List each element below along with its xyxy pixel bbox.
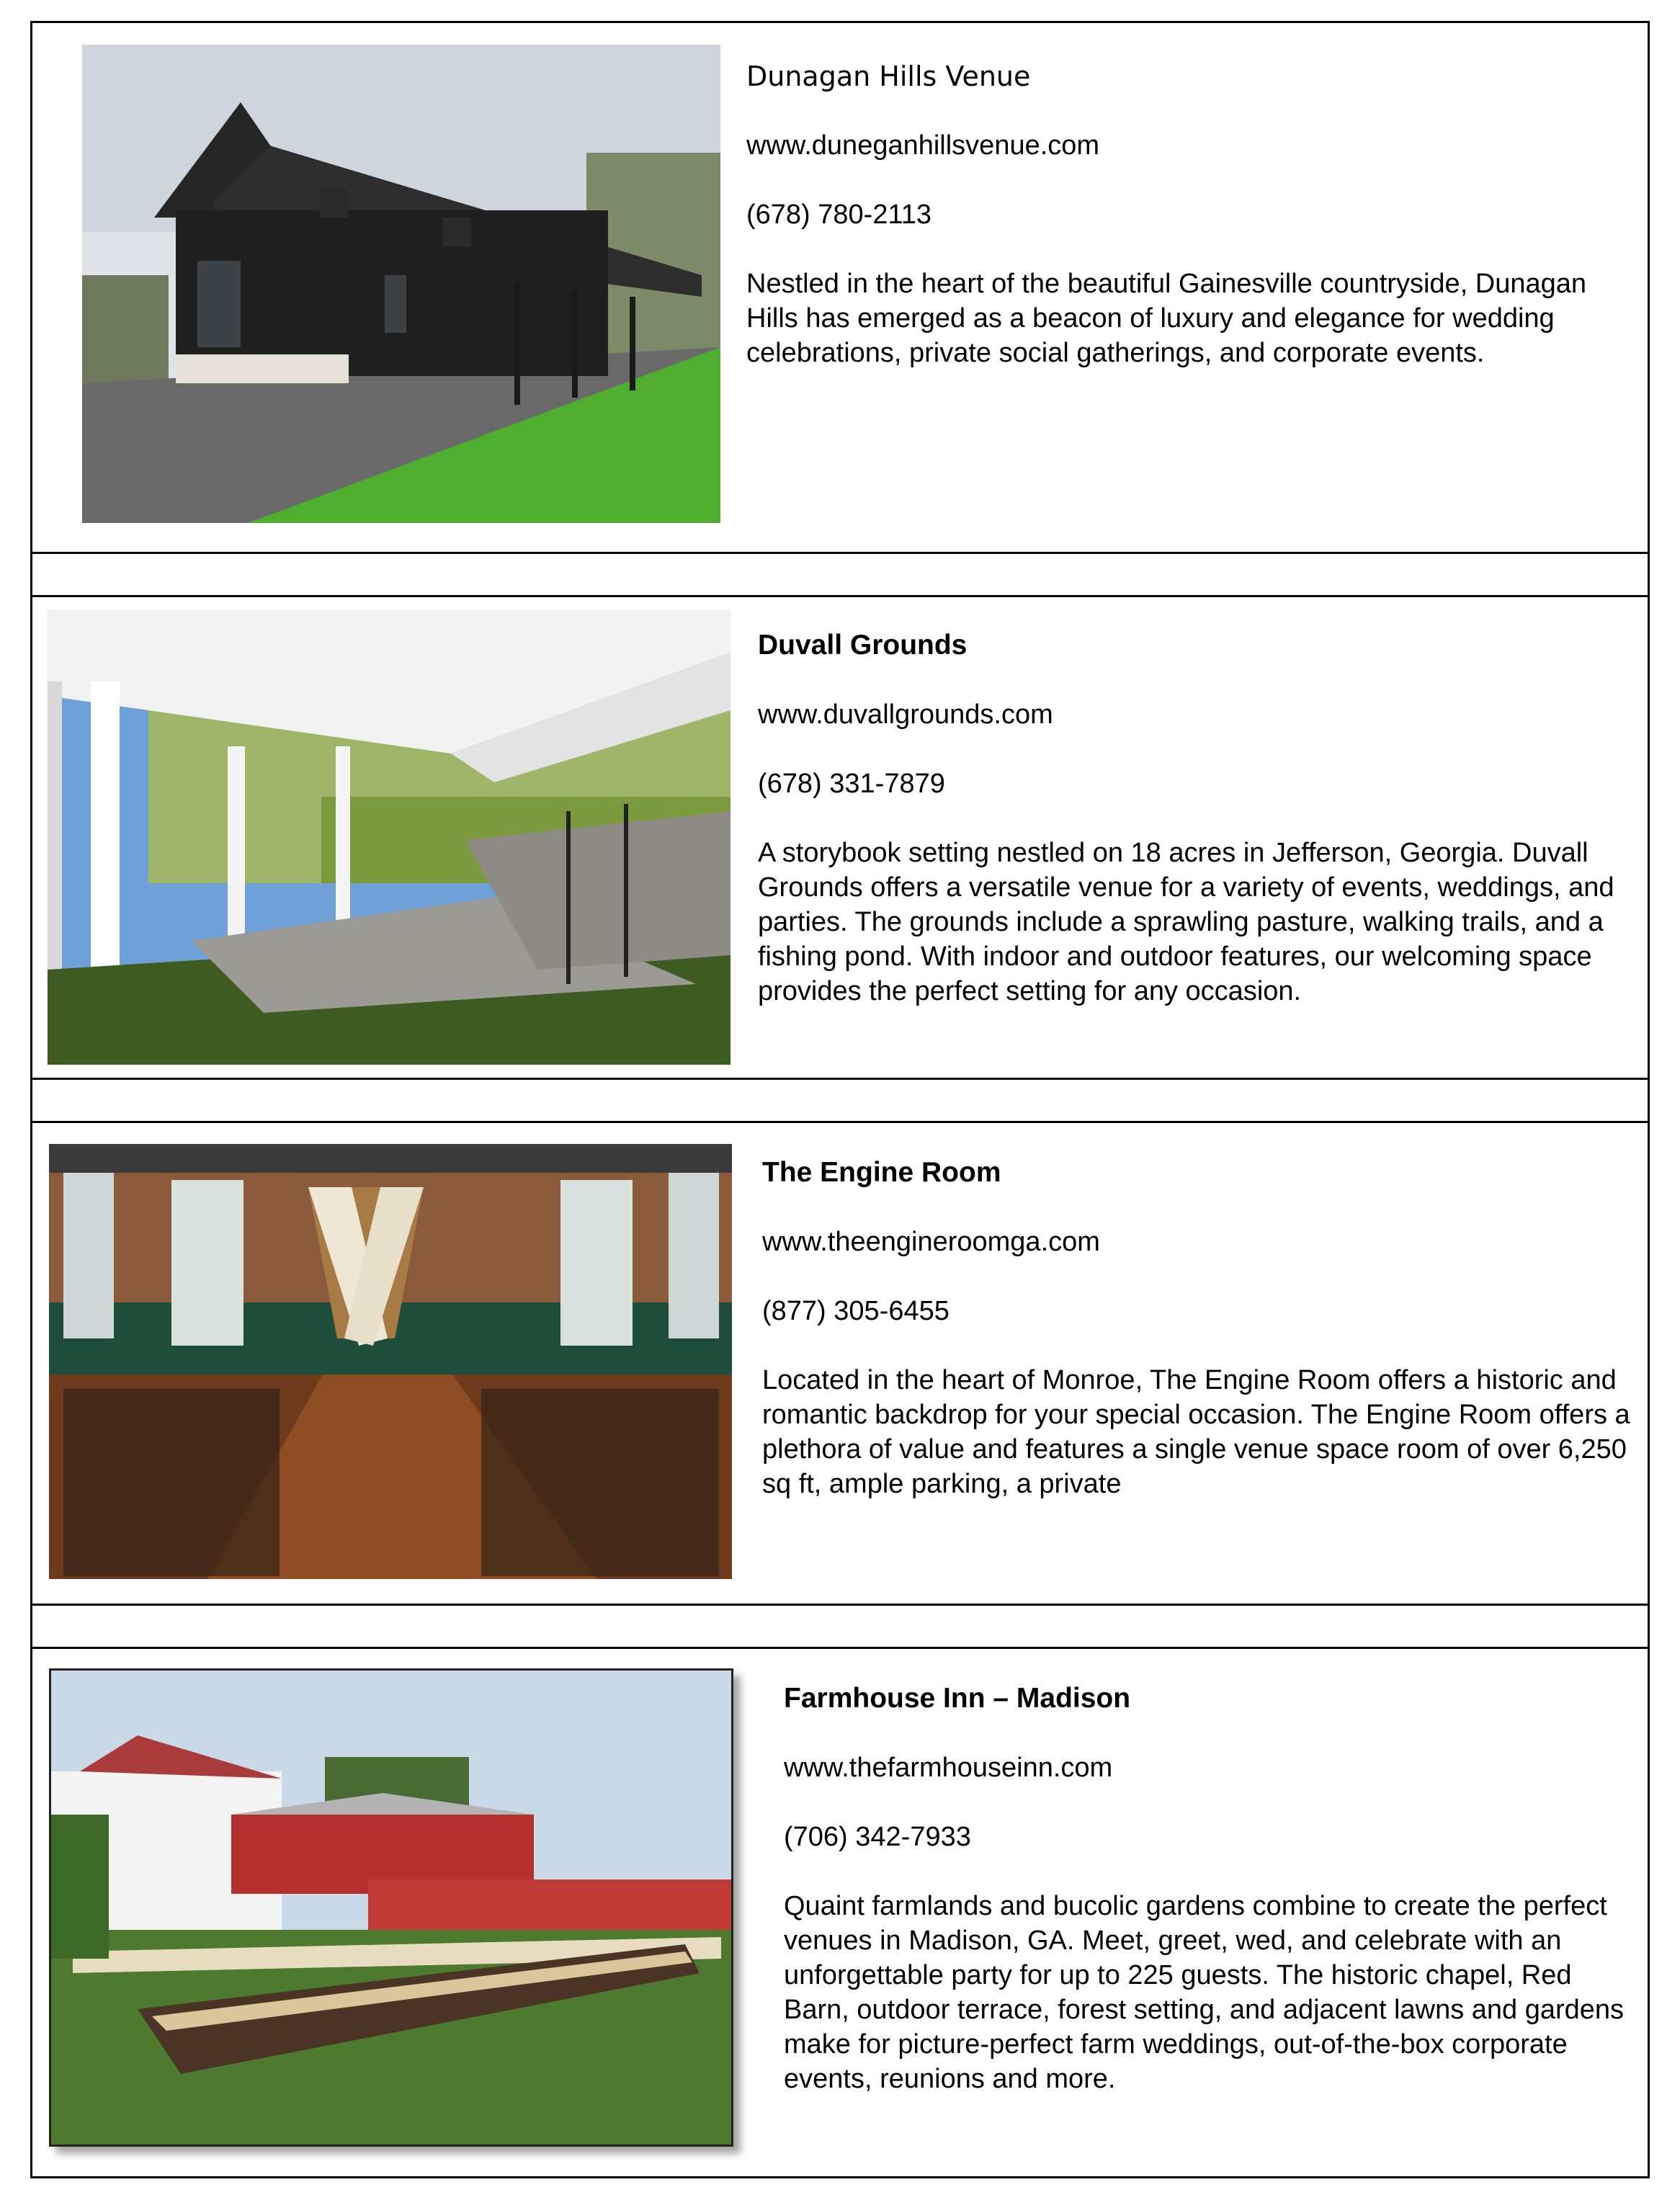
venue-phone: (678) 331-7879 — [758, 769, 945, 799]
section-divider — [30, 595, 1650, 597]
venue-name: Dunagan Hills Venue — [746, 61, 1031, 92]
venue-description: Located in the heart of Monroe, The Engine Room offers a historic and romantic backdrop for your special occasion. The Engine Room offers a plethora of value and features a single venue space room of over 6,250 sq ft, ample parking, a private — [762, 1365, 1630, 1499]
venue-info-dunagan-hills — [746, 59, 1625, 370]
section-divider — [30, 1647, 1650, 1649]
venue-website-link[interactable]: www.theengineroomga.com — [762, 1227, 1100, 1257]
venue-website-link[interactable]: www.thefarmhouseinn.com — [784, 1753, 1113, 1783]
section-divider — [30, 552, 1650, 554]
section-divider — [30, 1604, 1650, 1606]
venue-name: The Engine Room — [762, 1157, 1001, 1188]
venue-info-duvall-grounds — [758, 628, 1630, 1009]
venue-photo-farmhouse-inn — [49, 1668, 733, 2147]
venue-description: Nestled in the heart of the beautiful Gainesville countryside, Dunagan Hills has emerged as a beacon of luxury and elegance for wedding celebrations, private social gatherings, and corporate events. — [746, 269, 1587, 368]
venue-website-link[interactable]: www.duvallgrounds.com — [758, 699, 1053, 730]
venue-phone: (678) 780-2113 — [746, 200, 932, 230]
section-divider — [30, 1121, 1650, 1123]
venue-website-link[interactable]: www.duneganhillsvenue.com — [746, 130, 1100, 161]
venue-name: Duvall Grounds — [758, 630, 968, 661]
venue-info-farmhouse-inn — [784, 1681, 1634, 2096]
section-divider — [30, 1078, 1650, 1080]
venue-photo-engine-room — [49, 1144, 732, 1579]
venue-photo-dunagan-hills — [82, 45, 720, 523]
venue-photo-duvall-grounds — [48, 609, 730, 1065]
venue-name: Farmhouse Inn – Madison — [784, 1683, 1131, 1714]
venue-phone: (877) 305-6455 — [762, 1296, 950, 1326]
venue-description: A storybook setting nestled on 18 acres in Jefferson, Georgia. Duvall Grounds offers a versatile venue for a variety of events, weddings, and parties. The grounds include a sprawling pasture, walking trails, and a fishing pond. With indoor and outdoor features, our welcoming space provides the perfect setting for any occasion. — [758, 838, 1614, 1006]
venue-description: Quaint farmlands and bucolic gardens combine to create the perfect venues in Madison, GA. Meet, greet, wed, and celebrate with an unforgettable party for up to 225 guests. The historic chapel, Red Barn, outdoor terrace, forest setting, and adjacent lawns and gardens make for picture-perfect farm weddings, out-of-the-box corporate events, reunions and more. — [784, 1891, 1625, 2094]
venue-info-engine-room — [762, 1155, 1634, 1501]
venue-phone: (706) 342-7933 — [784, 1822, 971, 1852]
